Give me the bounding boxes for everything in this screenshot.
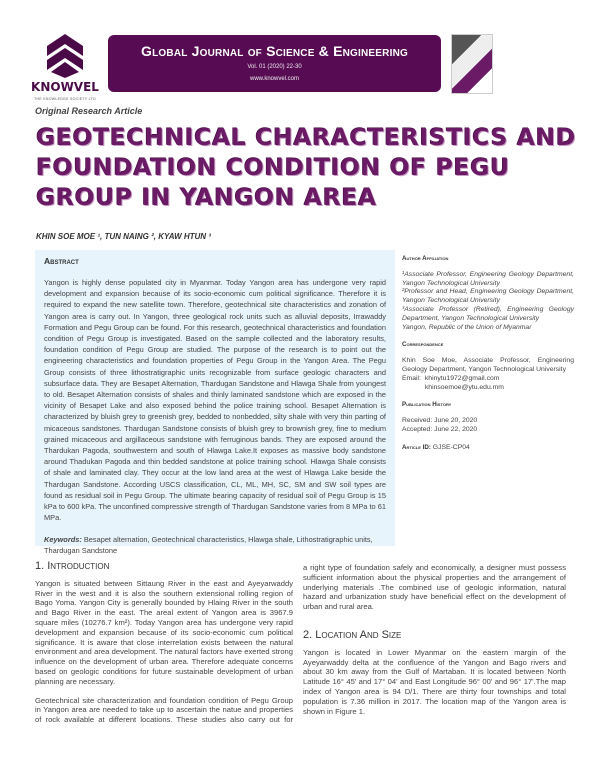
- email-link[interactable]: khinytu1972@gmail.com: [424, 374, 500, 382]
- publication-history: [402, 417, 574, 435]
- journal-banner: [108, 35, 441, 92]
- received-date: Received: June 20, 2020: [402, 417, 478, 425]
- article-id: [402, 444, 574, 453]
- affiliation-item: ²Professor and Head, Engineering Geology Department, Yangon Technological University: [402, 288, 574, 305]
- affiliation-item: ¹Associate Professor, Engineering Geology Department, Yangon Technological University: [402, 270, 574, 287]
- publisher-logo: [28, 32, 102, 101]
- keywords-label: Keywords:: [44, 535, 82, 545]
- title-line: FOUNDATION CONDITION OF PEGU: [36, 153, 510, 181]
- author-list: KHIN SOE MOE ¹, TUN NAING ², KYAW HTUN ³: [36, 232, 211, 241]
- chevron-logo-icon: [45, 32, 85, 78]
- affiliation-item: ³Associate Professor (Retired), Engineering Geology Department, Yangon Technological University: [402, 305, 574, 322]
- paragraph-continuation: a right type of foundation safely and economically, a designer must possess sufficient information about the physical properties and the arrangement of underlying materials .The combined use of geologic information, natural hazard and urbanization study have beneficial effect on the development of urban and rural area.: [303, 563, 566, 612]
- email-link[interactable]: khinsoemoe@ytu.edu.mm: [424, 383, 504, 391]
- affiliations: [402, 271, 574, 333]
- history-heading: Publication History: [402, 401, 452, 409]
- accepted-date: Accepted: June 22, 2020: [402, 425, 478, 433]
- affiliation-heading: Author Affiliation: [402, 255, 449, 262]
- paragraph: Geotechnical site characterization and foundation condition of Pegu Group in Yangon area are needed to take up to ascertain the natue and properties of rock available at different locations. These studies also carry out for: [35, 695, 293, 725]
- title-line: GROUP IN YANGON AREA: [36, 183, 377, 211]
- paragraph-continued: [303, 563, 566, 622]
- article-id-value: GJSE-CP04: [432, 443, 470, 451]
- abstract-text: Yangon is highly dense populated city in Myanmar. Today Yangon area has undergone very rapid development and expansion because of its socio-economic cum political significance. Therefore it is required to expand the new satellite town. Therefore, geotechnical site characteristics and zonation of Yangon area is carry out. In Yangon, three geological rock units such as alluvial deposits, Irrawaddy Formation and Pegu Group can be found. For this research, geotechnical characteristics and foundation condition of Pegu Group is investigated. Based on the sample collected and the laboratory results, foundation condition of Pegu Group are studied. The purpose of the research is to point out the engineering characteristics and foundation properties of Pegu Group in the Yangon Area. The Pegu Group consists of three lithostratigraphic units recognizable from surface geologic characters and subsurface data. They are Besapet Alternation, Thardugan Sandstone and Hlawga Shale from youngest to old. Besapet Alternation consists of shales and thinly laminated sandstone which are exposed in the vicinity of Besapet Lake and also exposed behind the police training school. Besapet Alternation is characterized by bluish grey to greenish grey, bedded to nonbedded, silty shale with very thin parting of micaceous sandstones. Thardugan Sandstone consists of bluish grey to brownish grey, fine to medium grained micaceous and argillaceous sandstone with ferruginous bands. They are exposed around the Thardukan Pagoda, southwestern and south of Hlawga Lake.It exposes as massive body sandstone around Thadukan Pagoda and thin bedded sandstone at police training school. Hlawga Shale consists of shale and laminated clay. They occur at the low land area at the west of Hlawga Lake beside the Thardugan Sandstone. According USCS classification, CL, ML, MH, SC, SM and SW soil types are found as residual soil in Pegu Group. The ultimate bearing capacity of residual soil of Pegu Group is 15 kPa to 600 kPa. The unconfined compressive strength of Thardugan Sandstone varies from 8 MPa to 61 MPa.: [44, 278, 386, 523]
- article-info-sidebar: [402, 255, 574, 462]
- section-heading-location: 2. Location And Size: [303, 629, 402, 641]
- body-column-right: [303, 563, 566, 725]
- keywords: [44, 534, 386, 556]
- correspondence-text: Khin Soe Moe, Associate Professor, Engineering Geology Department, Yangon Technological University: [402, 357, 574, 373]
- keywords-text: Besapet alternation, Geotechnical characteristics, Hlawga shale, Lithostratigraphic units, Thardugan Sandstone: [44, 535, 373, 556]
- journal-website[interactable]: www.knowvel.com: [249, 76, 299, 82]
- paragraph: Yangon is located in Lower Myanmar on the eastern margin of the Ayeyarwaddy delta at the confluence of the Yangon and Bago rivers and about 30 km away from the Gulf of Martaban. It is located between North Latitude 16° 45' and 17° 04' and East Longitude 96° 00' and 96° 17'.The map index of Yangon area is 94 D/1. There are thirty four townships and total population is 7.36 million in 2017. The location map of the Yangon area is shown in Figure 1.: [303, 647, 566, 716]
- correspondence-heading: Correspondence: [402, 341, 444, 349]
- title-line: GEOTECHNICAL CHARACTERISTICS AND: [36, 123, 576, 151]
- affiliation-item: Yangon, Republic of the Union of Myanmar: [402, 323, 532, 331]
- abstract-heading: Abstract: [44, 256, 79, 266]
- paper-title: [36, 122, 576, 212]
- body-column-left: [35, 562, 293, 735]
- journal-cover-thumbnail: [451, 34, 493, 94]
- journal-volume: Vol. 01 (2020) 22-30: [247, 64, 302, 70]
- publisher-name: KNOWVEL: [31, 80, 99, 94]
- article-type: Original Research Article: [35, 106, 143, 116]
- article-id-label: Article ID:: [402, 443, 431, 451]
- email-label: Email:: [402, 374, 421, 382]
- journal-title: Global Journal of Science & Engineering: [141, 43, 408, 59]
- paragraph: Yangon is situated between Sittaung River in the east and Ayeyarwaddy River in the west and it is also the southern extensional rolling region of Bago Yoma. Yangon City is generally bounded by Hlaing River in the south and Bago River in the east. The areal extent of Yangon area is 3967.9 square miles (10276.7 km²). Today Yangon area has undergone very rapid development and expansion because of its socio-economic cum political significance. It is aware that close interrelation exists between the natural environment and area development. The natural factors have exerted strong influence on the development of urban area. Therefore adequate concerns based on geologic conditions for future sustainable development of urban planning are necessary.: [35, 578, 293, 686]
- abstract-box: [35, 250, 395, 556]
- correspondence: [402, 357, 574, 392]
- section-heading-introduction: 1. Introduction: [35, 560, 110, 572]
- publisher-tagline: THE KNOWLEDGE SOCIETY LTD: [34, 97, 96, 101]
